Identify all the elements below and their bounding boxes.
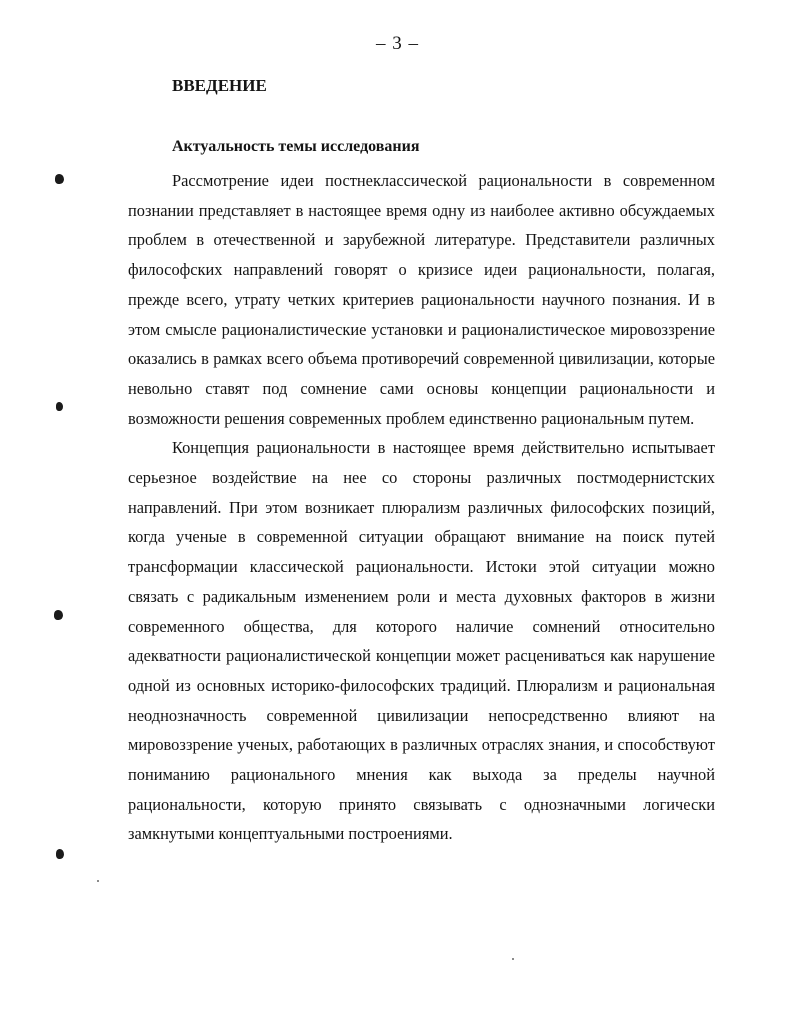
scan-speck-1 [97, 880, 99, 882]
binder-hole-mark-4 [56, 849, 64, 859]
page-number: – 3 – [376, 33, 419, 54]
binder-hole-mark-2 [56, 402, 63, 411]
chapter-heading: ВВЕДЕНИЕ [172, 76, 267, 95]
paragraph-2: Концепция рациональности в настоящее время действительно испытывает серьезное воздействие на нее со стороны различных постмодернистских направлений. При этом возникает плюрализм различных философских позиций, когда ученые в современной ситуации обращают внимание на поиск путей трансформации классической рациональности. Истоки этой ситуации можно связать с радикальным изменением роли и места духовных факторов в жизни современного общества, для которого наличие сомнений относительно адекватности рационалистической концепции может расцениваться как нарушение одной из основных историко-философских традиций. Плюрализм и рациональная неоднозначность современной цивилизации непосредственно влияют на мировоззрение ученых, работающих в различных отраслях знания, и способствуют пониманию рационального мнения как выхода за пределы научной рациональности, которую принято связывать с однозначными логически замкнутыми концептуальными построениями. [128, 438, 715, 844]
paragraph-1: Рассмотрение идеи постнеклассической рациональности в современном познании представляет в настоящее время одну из наиболее активно обсуждаемых проблем в отечественной и зарубежной литературе. Представители различных философских направлений говорят о кризисе идеи рациональности, полагая, прежде всего, утрату четких критериев рациональности научного познания. И в этом смысле рационалистические установки и рационалистическое мировоззрение оказались в рамках всего объема противоречий современной цивилизации, которые невольно ставят под сомнение сами основы концепции рациональности и возможности решения современных проблем единственно рациональным путем. [128, 171, 715, 428]
body-text [128, 166, 715, 849]
scan-speck-2 [512, 958, 514, 960]
section-title: Актуальность темы исследования [172, 138, 420, 155]
binder-hole-mark-1 [55, 174, 64, 184]
binder-hole-mark-3 [54, 610, 63, 620]
